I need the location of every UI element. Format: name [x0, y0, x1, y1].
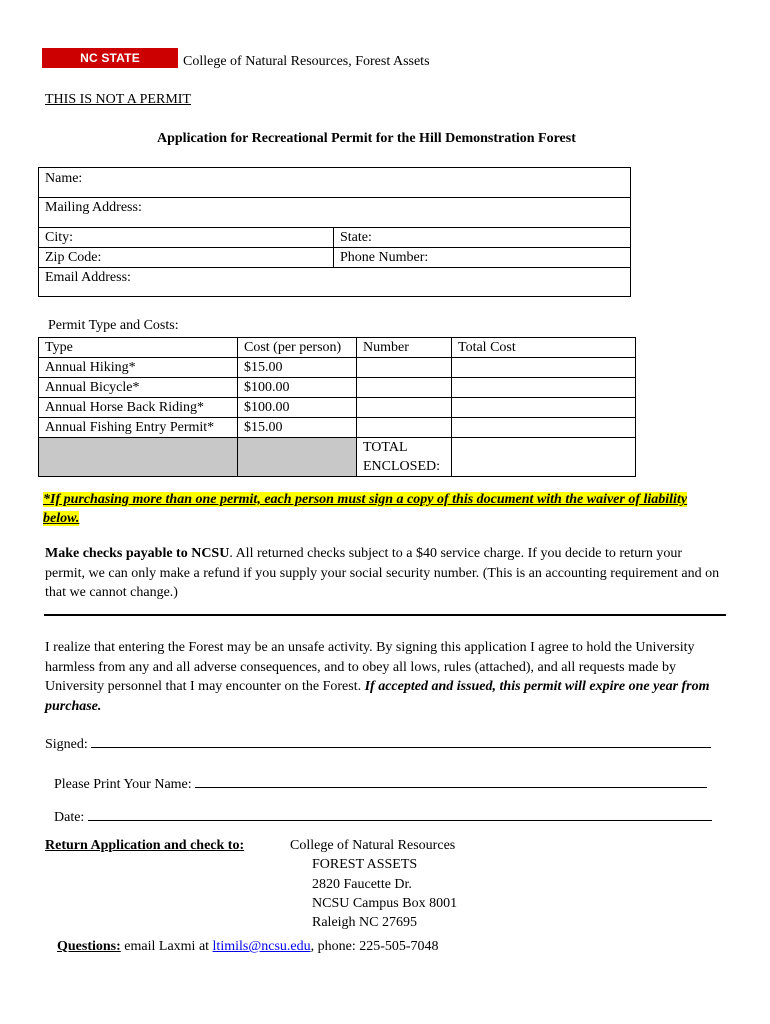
permit-type: Annual Horse Back Riding* [39, 398, 238, 418]
total-label-line1: TOTAL [363, 440, 408, 455]
permit-cost: $15.00 [238, 418, 357, 438]
city-label: City: [45, 230, 74, 245]
table-row [39, 358, 636, 378]
gray-cell [238, 438, 357, 477]
total-cost-input[interactable] [452, 418, 636, 438]
checks-details: . All returned checks subject to a $40 service charge. If you decide to return your permit, we can only make a refund if you supply your social security number. (This is an accounting requirement and on that we cannot change.) [45, 546, 720, 600]
applicant-info-table [38, 167, 631, 297]
address-line: 2820 Faucette Dr. [312, 877, 412, 892]
header-number: Number [357, 338, 452, 358]
phone-label: Phone Number: [340, 250, 429, 265]
address-line: NCSU Campus Box 8001 [312, 896, 458, 911]
zip-label: Zip Code: [45, 250, 102, 265]
name-label: Name: [45, 171, 83, 186]
mailing-address-label: Mailing Address: [45, 200, 142, 215]
address-line: College of Natural Resources [290, 838, 456, 853]
waiver-text: I realize that entering the Forest may be an unsafe activity. By signing this application I agree to hold the University harmless from any and all adverse consequences, and to obey all lows, rules (attached), and all requests made by University personnel that I may encounter on the Forest. [45, 640, 695, 694]
print-name-label: Please Print Your Name: [54, 777, 192, 792]
number-input[interactable] [357, 398, 452, 418]
waiver-paragraph [45, 638, 720, 716]
header-cost: Cost (per person) [238, 338, 357, 358]
checks-paragraph [45, 544, 720, 603]
page-title: Application for Recreational Permit for the Hill Demonstration Forest [157, 131, 576, 146]
total-label-line2: ENCLOSED: [363, 459, 440, 474]
questions-phone: , phone: 225-505-7048 [310, 939, 439, 954]
state-label: State: [340, 230, 372, 245]
org-name: College of Natural Resources, Forest Assets [183, 54, 430, 69]
number-input[interactable] [357, 378, 452, 398]
state-field[interactable] [334, 228, 631, 248]
zip-field[interactable] [39, 248, 334, 268]
questions-row [57, 939, 439, 955]
expiry-notice: If accepted and issued, this permit will expire one year from purchase. [45, 679, 710, 714]
email-field[interactable] [39, 268, 631, 297]
number-input[interactable] [357, 418, 452, 438]
address-line: FOREST ASSETS [312, 857, 418, 872]
permit-type: Annual Bicycle* [39, 378, 238, 398]
permit-cost: $100.00 [238, 398, 357, 418]
permit-heading: Permit Type and Costs: [48, 318, 179, 333]
print-name-line[interactable] [195, 773, 707, 788]
print-name-row [54, 773, 707, 793]
questions-label: Questions: [57, 939, 121, 954]
total-enclosed-input[interactable] [452, 438, 636, 477]
total-enclosed-label [357, 438, 452, 477]
multiple-permit-notice [43, 490, 719, 528]
date-label: Date: [54, 810, 85, 825]
header-total-cost: Total Cost [452, 338, 636, 358]
name-field[interactable] [39, 168, 631, 198]
total-cost-input[interactable] [452, 358, 636, 378]
gray-cell [39, 438, 238, 477]
header-type: Type [39, 338, 238, 358]
permit-cost: $15.00 [238, 358, 357, 378]
table-row [39, 398, 636, 418]
signed-row [45, 733, 711, 753]
table-row [39, 378, 636, 398]
signature-line[interactable] [91, 733, 711, 748]
email-link[interactable]: ltimils@ncsu.edu [212, 939, 311, 954]
questions-prefix: email Laxmi at [120, 939, 213, 954]
checks-payable: Make checks payable to NCSU [45, 546, 230, 561]
mailing-address-field[interactable] [39, 198, 631, 228]
permit-type: Annual Hiking* [39, 358, 238, 378]
number-input[interactable] [357, 358, 452, 378]
date-line[interactable] [88, 806, 712, 821]
city-field[interactable] [39, 228, 334, 248]
email-label: Email Address: [45, 270, 131, 285]
phone-field[interactable] [334, 248, 631, 268]
not-permit-notice: THIS IS NOT A PERMIT [45, 92, 191, 107]
permit-cost: $100.00 [238, 378, 357, 398]
permit-table [38, 337, 636, 477]
signed-label: Signed: [45, 737, 88, 752]
date-row [54, 806, 712, 826]
ncsu-logo: NC STATE UNIVERSITY [42, 48, 178, 68]
total-cost-input[interactable] [452, 378, 636, 398]
address-line: Raleigh NC 27695 [312, 915, 417, 930]
divider [44, 614, 726, 616]
table-row [39, 418, 636, 438]
permit-type: Annual Fishing Entry Permit* [39, 418, 238, 438]
total-cost-input[interactable] [452, 398, 636, 418]
multiple-permit-text: *If purchasing more than one permit, each person must sign a copy of this document with the waiver of liability below. [43, 492, 688, 526]
return-label: Return Application and check to: [45, 838, 245, 853]
